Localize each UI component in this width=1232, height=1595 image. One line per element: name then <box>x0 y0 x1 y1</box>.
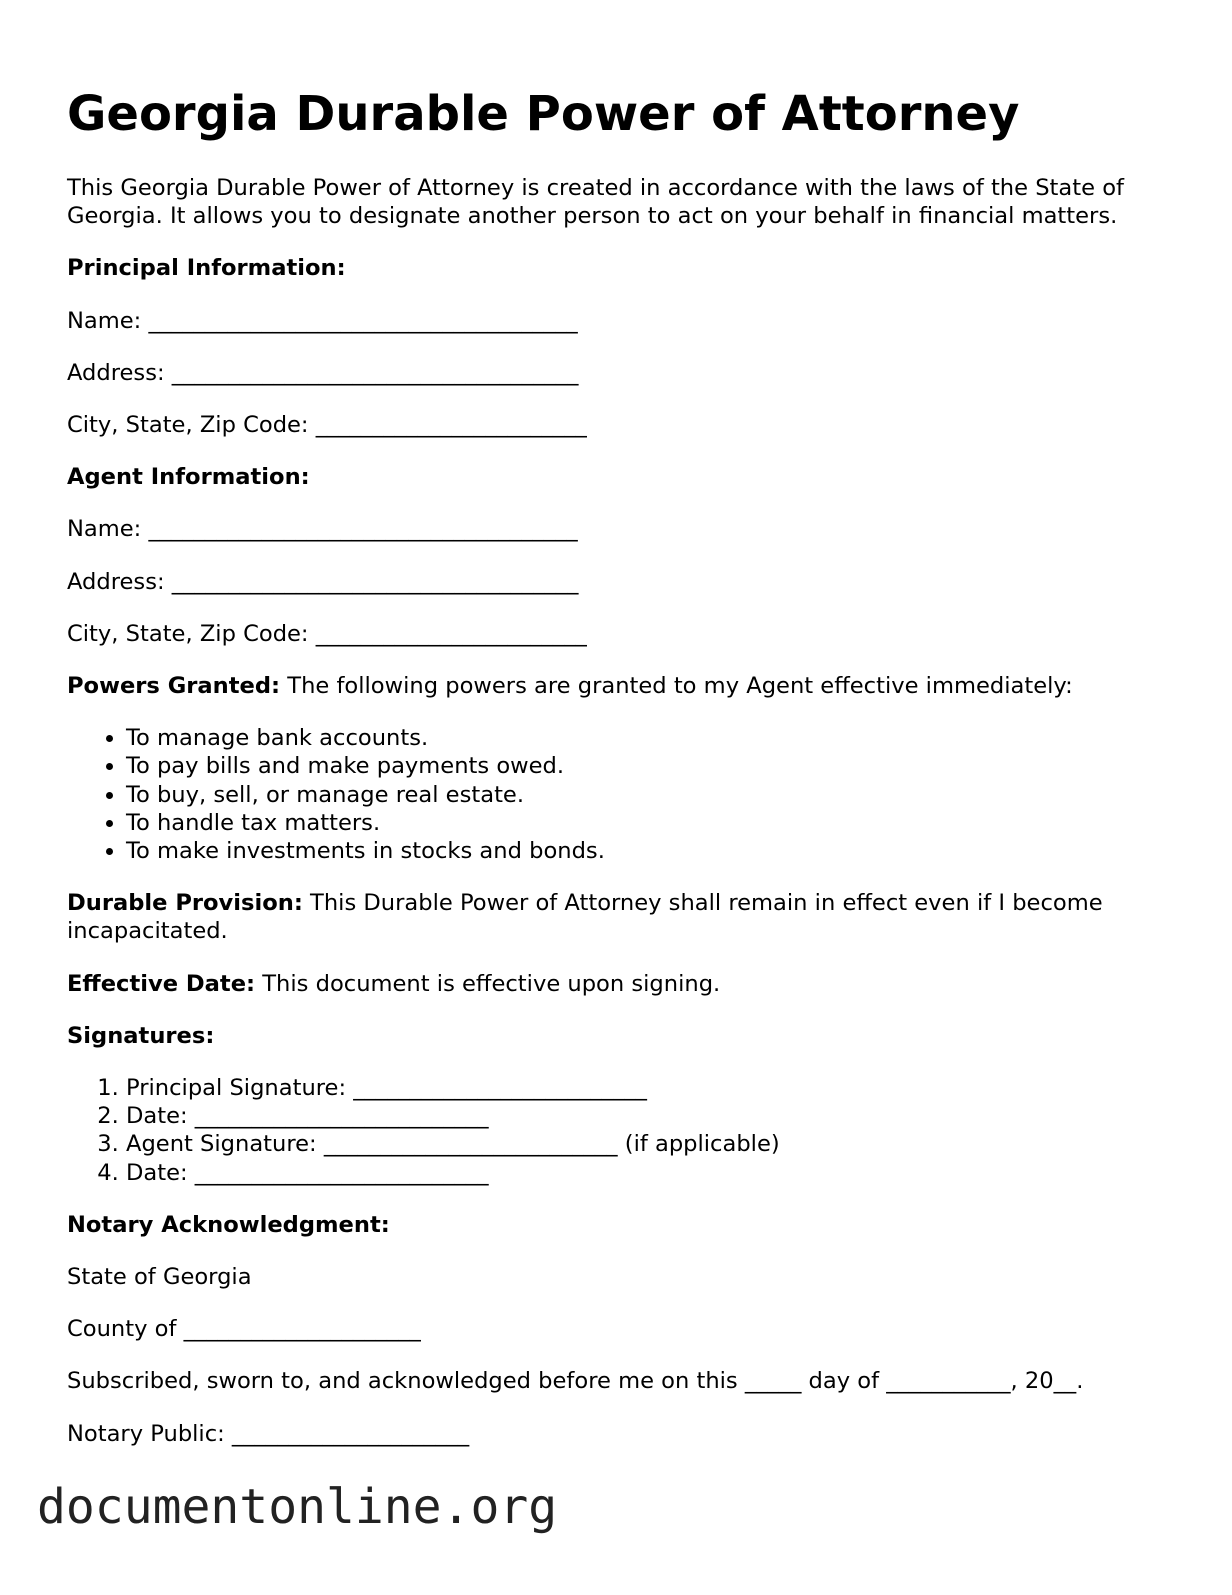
durable-label: Durable Provision: <box>67 890 303 917</box>
document-body <box>67 174 1187 1472</box>
durable-text: This Durable Power of Attorney shall remain in effect even if I become incapacitated. <box>67 890 1103 945</box>
principal-city-field: City, State, Zip Code: ________________________ <box>67 412 587 439</box>
list-item: • To handle tax matters. <box>126 809 1187 837</box>
principal-address-field: Address: ____________________________________ <box>67 359 579 386</box>
agent-name-field: Name: ______________________________________ <box>67 516 578 543</box>
document-title: Georgia Durable Power of Attorney <box>67 86 1020 142</box>
list-item: 4. Date: __________________________ <box>126 1159 1187 1187</box>
effective-label: Effective Date: <box>67 970 256 997</box>
agent-city-field: City, State, Zip Code: ________________________ <box>67 620 587 647</box>
agent-address-field: Address: ____________________________________ <box>67 568 579 595</box>
durable-paragraph <box>67 889 1187 945</box>
list-item: 2. Date: __________________________ <box>126 1102 1187 1130</box>
principal-heading: Principal Information: <box>67 255 346 282</box>
effective-text: This document is effective upon signing. <box>255 970 721 997</box>
list-item: • To buy, sell, or manage real estate. <box>126 781 1187 809</box>
signatures-list <box>67 1074 1187 1187</box>
watermark: documentonline.org <box>37 1479 558 1535</box>
list-item: • To manage bank accounts. <box>126 724 1187 752</box>
effective-paragraph <box>67 970 1187 998</box>
list-item: 1. Principal Signature: __________________________ <box>126 1074 1187 1102</box>
powers-list <box>67 724 1187 865</box>
notary-public-field: Notary Public: _____________________ <box>67 1420 470 1447</box>
list-item: • To make investments in stocks and bonds. <box>126 837 1187 865</box>
powers-text: The following powers are granted to my Agent effective immediately: <box>280 673 1073 700</box>
notary-subscribed-line: Subscribed, sworn to, and acknowledged before me on this _____ day of ___________, 20__. <box>67 1368 1084 1395</box>
powers-paragraph <box>67 672 1187 700</box>
list-item: 3. Agent Signature: __________________________ (if applicable) <box>126 1130 1187 1158</box>
agent-heading: Agent Information: <box>67 464 310 491</box>
principal-name-field: Name: ______________________________________ <box>67 307 578 334</box>
notary-county-field: County of _____________________ <box>67 1316 421 1343</box>
list-item: • To pay bills and make payments owed. <box>126 752 1187 780</box>
notary-state: State of Georgia <box>67 1264 252 1291</box>
powers-label: Powers Granted: <box>67 673 281 700</box>
signatures-heading: Signatures: <box>67 1022 215 1049</box>
notary-heading: Notary Acknowledgment: <box>67 1211 390 1238</box>
intro-paragraph: This Georgia Durable Power of Attorney is created in accordance with the laws of the State of Georgia. It allows you to designate another person to act on your behalf in financial matters. <box>67 175 1124 230</box>
